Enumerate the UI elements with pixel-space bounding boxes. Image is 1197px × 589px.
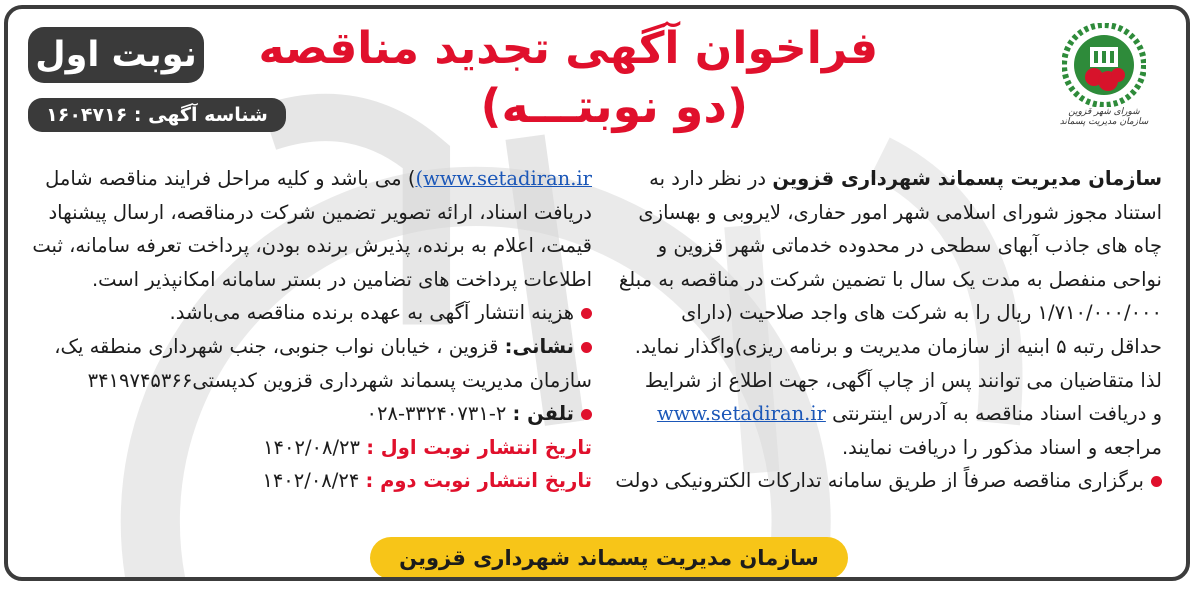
bullet-item: برگزاری مناقصه صرفاً از طریق سامانه تدارکات الکترونیکی دولت: [602, 464, 1162, 498]
footer-banner: سازمان مدیریت پسماند شهرداری قزوین: [370, 537, 848, 579]
pub-date-1: [36, 431, 592, 465]
address-label: نشانی:: [504, 334, 574, 358]
pub-date-2: [36, 464, 592, 498]
body-line: ۱/۷۱۰/۰۰۰/۰۰۰ ریال را به شرکت های واجد صلاحیت (دارای: [681, 301, 1162, 325]
logo: [1044, 23, 1164, 158]
pub-date-1-value: ۱۴۰۲/۰۸/۲۳: [263, 435, 367, 459]
body-line: قیمت، اعلام به برنده، پذیرش برنده بودن، پرداخت تعرفه سامانه، ثبت: [32, 234, 592, 258]
bullet-item: هزینه انتشار آگهی به عهده برنده مناقصه می‌باشد.: [36, 296, 592, 330]
notice-frame: [4, 5, 1190, 581]
body-line: دریافت اسناد، ارائه تصویر تضمین شرکت درمناقصه، ارسال پیشنهاد: [48, 200, 592, 224]
logo-emblem-icon: [1062, 23, 1146, 107]
address-line-2: سازمان مدیریت پسماند شهرداری قزوین کدپستی۳۴۱۹۷۴۵۳۶۶: [87, 368, 592, 392]
org-name: سازمان مدیریت پسماند شهرداری قزوین: [772, 167, 1162, 190]
logo-caption-2: سازمان مدیریت پسماند: [1059, 117, 1149, 127]
pub-date-2-label: تاریخ انتشار نوبت دوم :: [365, 469, 592, 493]
body-line: سازمان مدیریت پسماند شهرداری قزوین در نظر دارد به: [649, 167, 1162, 190]
body-line: (www.setadiran.ir) می باشد و کلیه مراحل فرایند مناقصه شامل: [45, 167, 592, 190]
body-line: استناد مجوز شورای اسلامی شهر امور حفاری، لایروبی و بهسازی: [638, 200, 1162, 224]
body-line: مراجعه و اسناد مذکور را دریافت نمایند.: [841, 435, 1162, 459]
phone-label: تلفن :: [512, 402, 574, 426]
body-line: و دریافت اسناد مناقصه به آدرس اینترنتی www.setadiran.ir: [656, 402, 1162, 426]
left-column: [32, 162, 592, 498]
setadiran-link[interactable]: www.setadiran.ir: [656, 402, 826, 426]
phone-line: [36, 397, 592, 431]
bullet-icon: [581, 308, 592, 319]
right-column: [602, 162, 1162, 498]
bullet-icon: [1151, 476, 1162, 487]
body-line: لذا متقاضیان می توانند پس از چاپ آگهی، جهت اطلاع از شرایط: [644, 368, 1162, 392]
logo-caption-1: شورای شهر قزوین: [1068, 107, 1140, 117]
body-line: اطلاعات پرداخت های تضامین در بستر سامانه امکانپذیر است.: [91, 267, 592, 291]
phone-value: ۲-۳۳۲۴۰۷۳۱-۰۲۸: [366, 402, 513, 426]
bullet-icon: [581, 409, 592, 420]
pub-date-1-label: تاریخ انتشار نوبت اول :: [366, 435, 592, 459]
address-line: نشانی: قزوین ، خیابان نواب جنوبی، جنب شهرداری منطقه یک،: [36, 330, 592, 364]
body-line: حداقل رتبه ۵ ابنیه از سازمان مدیریت و برنامه ریزی)واگذار نماید.: [634, 334, 1162, 358]
bullet-icon: [581, 342, 592, 353]
body-line: نواحی منفصل به مدت یک سال با تضمین شرکت در مناقصه به مبلغ: [618, 267, 1162, 291]
page-subtitle: (دو نوبتـــه): [480, 79, 748, 133]
setadiran-link-2[interactable]: (www.setadiran.ir: [415, 167, 592, 190]
issue-badge: نوبت اول: [28, 27, 204, 83]
body-line: چاه های جاذب آبهای سطحی در محدوده خدماتی شهر قزوین و: [657, 234, 1162, 258]
pub-date-2-value: ۱۴۰۲/۰۸/۲۴: [262, 469, 366, 493]
ad-id-badge: شناسه آگهی : ۱۶۰۴۷۱۶: [28, 98, 286, 132]
page-title: فراخوان آگهی تجدید مناقصه: [258, 23, 878, 74]
